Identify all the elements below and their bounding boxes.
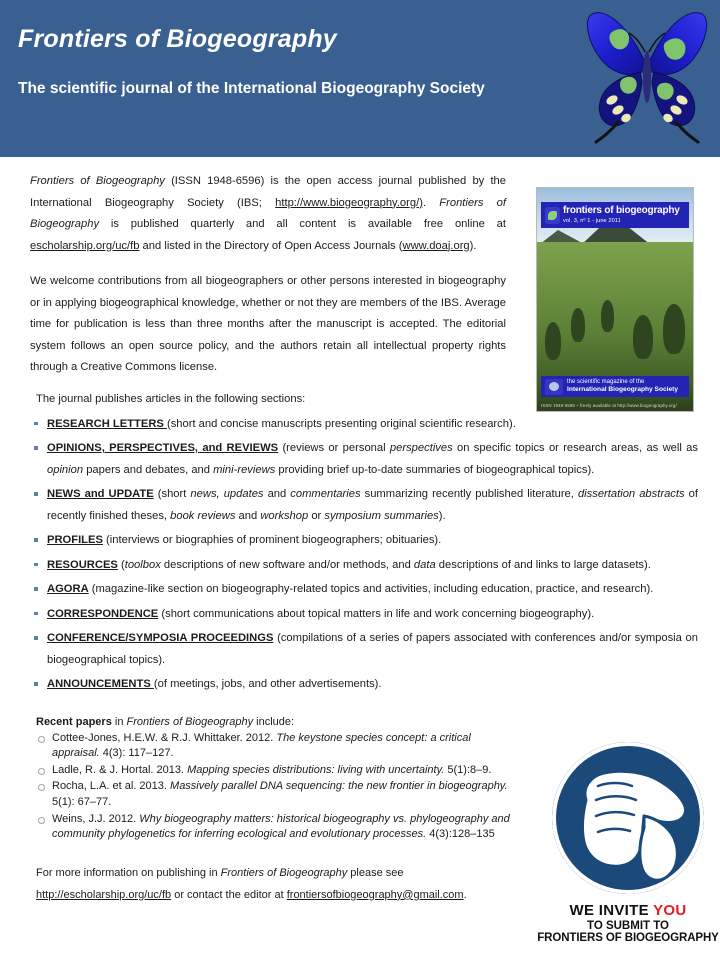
recent-papers-list	[30, 731, 510, 843]
invite-line-1	[536, 902, 720, 919]
page-title: Frontiers of Biogeography	[18, 25, 337, 53]
section-desc: (short and concise manuscripts presenting original scientific research).	[166, 417, 516, 430]
list-item: Ladle, R. & J. Hortal. 2013. Mapping species distributions: living with uncertainty. 5(1):8–9.	[30, 763, 510, 779]
invite-line-3: FRONTIERS OF BIOGEOGRAPHY	[537, 932, 719, 944]
section-name: RESEARCH LETTERS	[47, 417, 167, 430]
section-name: NEWS and UPDATE	[47, 488, 154, 500]
pointing-hand-badge	[552, 742, 704, 894]
section-name: CONFERENCE/SYMPOSIA PROCEEDINGS	[47, 632, 274, 644]
section-desc: (of meetings, jobs, and other advertisements).	[153, 678, 382, 690]
list-item	[30, 555, 698, 577]
page-header	[0, 0, 720, 157]
section-desc: (toolbox descriptions of new software and/or methods, and data descriptions of and links to large datasets).	[117, 558, 651, 571]
list-item: Cottee-Jones, H.E.W. & R.J. Whittaker. 2012. The keystone species concept: a critical appraisal. 4(3): 117–127.	[30, 731, 510, 762]
list-item	[30, 438, 698, 481]
more-info-note: For more information on publishing in Frontiers of Biogeography please see	[36, 866, 404, 879]
intro-p1-text-f: and listed in the Directory of Open Access Journals (	[139, 239, 403, 252]
recent-papers-heading: Recent papers in Frontiers of Biogeography include:	[36, 715, 295, 728]
section-desc: (interviews or biographies of prominent biogeographers; obituaries).	[102, 534, 442, 546]
list-item	[30, 628, 698, 671]
page-subtitle: The scientific journal of the International Biogeography Society	[18, 79, 485, 97]
list-item: Rocha, L.A. et al. 2013. Massively parallel DNA sequencing: the new frontier in biogeography. 5(1): 67–77.	[30, 779, 510, 810]
section-name: AGORA	[47, 583, 89, 595]
cover-foot-line2: International Biogeography Society	[567, 386, 679, 394]
journal-name-italic-2: Frontiers of Biogeography	[30, 196, 507, 230]
cover-title: frontiers of biogeography	[563, 205, 680, 216]
invite-line-2: TO SUBMIT TO	[587, 920, 669, 932]
section-desc: (magazine-like section on biogeography-related topics and activities, including education, practice, and research).	[88, 583, 654, 595]
intro-p1-text-c: .	[422, 196, 440, 209]
escholarship-footer-link[interactable]: http://escholarship.org/uc/fb	[36, 888, 172, 901]
editor-email-link[interactable]: frontiersofbiogeography@gmail.com	[286, 888, 464, 901]
cover-issn-line: ISSN 1948-6596 – freely available at http://www.biogeography.org/	[541, 403, 677, 408]
doaj-link[interactable]: www.doaj.org	[402, 239, 470, 252]
section-name: ANNOUNCEMENTS	[47, 678, 154, 690]
intro-paragraph-1	[30, 171, 506, 257]
intro-p1-text-g: ).	[469, 239, 477, 252]
list-item	[30, 484, 698, 527]
list-item: Weins, J.J. 2012. Why biogeography matters: historical biogeography vs. phylogeography and community phylogenetics for inferring ecological and evolutionary processes. 4(3):128–135	[30, 812, 510, 843]
list-item	[30, 530, 698, 552]
header-text-block	[0, 0, 580, 97]
section-desc: (compilations of a series of papers associated with conferences and/or symposia on biogeographical topics).	[47, 632, 698, 666]
cover-issue: vol. 3, nº 1 - june 2011	[563, 218, 621, 224]
list-item	[30, 604, 698, 626]
escholarship-link[interactable]: escholarship.org/uc/fb	[30, 239, 140, 252]
section-name: PROFILES	[47, 534, 103, 546]
list-item	[30, 674, 698, 696]
cover-foot-line1: the scientific magazine of the	[567, 378, 645, 385]
section-name: CORRESPONDENCE	[47, 607, 159, 620]
intro-paragraph-2: We welcome contributions from all biogeographers or other persons interested in biogeography or in applying biogeographical knowledge, whether or not they are members of the IBS. Average time for publication is less than three months after the manuscript is accepted. The editorial system follows an open source policy, and the authors retain all intellectual property rights through a Creative Commons license.	[30, 275, 506, 373]
list-item	[30, 414, 698, 436]
pointing-hand-icon	[552, 742, 704, 894]
section-desc: (short news, updates and commentaries summarizing recently published literature, dissertation abstracts of recently finished theses, book reviews and workshop or symposium summaries).	[47, 488, 698, 522]
section-name: RESOURCES	[47, 558, 118, 571]
contact-mid-text: or contact the editor at	[171, 888, 287, 901]
biogeography-org-link[interactable]: http://www.biogeography.org/)	[275, 196, 423, 209]
invite-we-invite: WE INVITE	[569, 902, 654, 919]
intro-p1-text-e: is published quarterly and all content is available free online at	[99, 218, 506, 230]
journal-name-italic-1: Frontiers of Biogeography	[30, 175, 165, 187]
list-item	[30, 579, 698, 601]
contact-line	[36, 889, 536, 901]
intro-p1-text-b: (ISSN 1948-6596) is the open access journal published by the International Biogeography Society (IBS;	[30, 175, 506, 209]
invite-block	[536, 742, 720, 944]
section-desc: (short communications about topical matters in life and work concerning biogeography).	[158, 607, 595, 620]
contact-period: .	[463, 888, 467, 901]
section-name: OPINIONS, PERSPECTIVES, and REVIEWS	[47, 442, 279, 454]
butterfly-icon	[582, 2, 712, 152]
sections-intro: The journal publishes articles in the following sections:	[36, 392, 306, 405]
invite-you: YOU	[653, 902, 687, 919]
section-desc: (reviews or personal perspectives on specific topics or research areas, as well as opinion papers and debates, and mini-reviews providing brief up-to-date summaries of biogeographical topics).	[47, 442, 698, 476]
sections-list	[30, 414, 698, 696]
